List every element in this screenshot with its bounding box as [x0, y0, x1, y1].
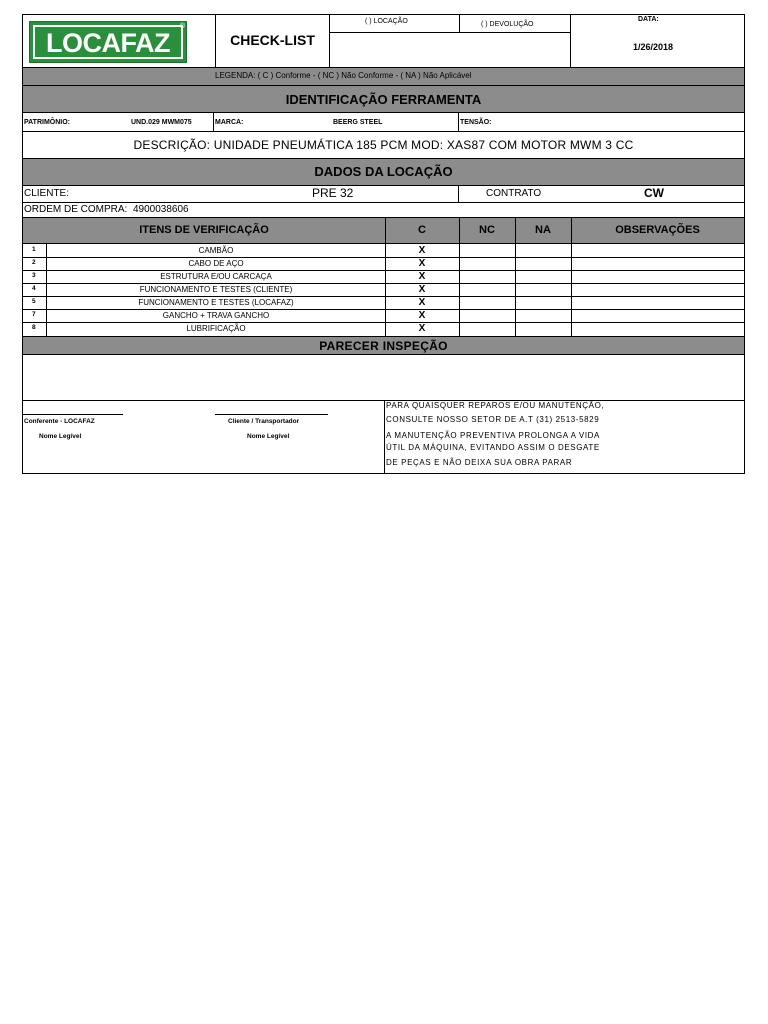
logo-text: LOCAFAZ: [46, 28, 170, 58]
row-check-c[interactable]: X: [418, 271, 426, 282]
col-header-nc: NC: [479, 224, 495, 236]
locacao-title: DADOS DA LOCAÇÃO: [314, 164, 453, 179]
row-item: CAMBÃO: [198, 246, 234, 255]
document-title: CHECK-LIST: [230, 32, 315, 48]
locacao-checkbox[interactable]: ( ) LOCAÇÃO: [365, 18, 408, 25]
contrato-value: CW: [644, 186, 664, 200]
patrimonio-label: PATRIMÔNIO:: [24, 119, 71, 126]
cliente-signature-label: Cliente / Transportador: [228, 418, 300, 425]
col-header-na: NA: [535, 224, 551, 236]
row-check-c[interactable]: X: [418, 323, 426, 334]
legend-bar: [23, 67, 744, 86]
conferente-name-label: Nome Legível: [39, 433, 82, 440]
notice-line: PARA QUAISQUER REPAROS E/OU MANUTENÇÃO,: [386, 401, 605, 410]
row-item: FUNCIONAMENTO E TESTES (LOCAFAZ): [138, 298, 294, 307]
row-check-c[interactable]: X: [418, 297, 426, 308]
contrato-label: CONTRATO: [486, 188, 542, 199]
notice-line: A MANUTENÇÃO PREVENTIVA PROLONGA A VIDA: [386, 431, 600, 440]
devolucao-checkbox[interactable]: ( ) DEVOLUÇÃO: [481, 21, 534, 28]
descricao-text: DESCRIÇÃO: UNIDADE PNEUMÁTICA 185 PCM MOD: XAS87 COM MOTOR MWM 3 CC: [133, 138, 634, 152]
row-item: GANCHO + TRAVA GANCHO: [162, 311, 270, 320]
row-item: ESTRUTURA E/OU CARCAÇA: [160, 272, 272, 281]
col-header-c: C: [418, 224, 426, 236]
row-number: 5: [32, 298, 36, 305]
date-label: DATA:: [638, 16, 659, 23]
parecer-bar: [23, 336, 744, 355]
parecer-title: PARECER INSPEÇÃO: [319, 339, 448, 353]
marca-label: MARCA:: [215, 119, 244, 126]
identificacao-bar: [23, 86, 744, 113]
col-header-itens: ITENS DE VERIFICAÇÃO: [139, 224, 269, 236]
marca-value: BEERG STEEL: [333, 119, 383, 126]
identificacao-title: IDENTIFICAÇÃO FERRAMENTA: [285, 92, 482, 107]
cliente-label: CLIENTE:: [24, 188, 70, 199]
legend-text: LEGENDA: ( C ) Conforme - ( NC ) Não Conforme - ( NA ) Não Aplicável: [215, 71, 472, 80]
row-number: 8: [32, 324, 36, 331]
row-number: 1: [32, 246, 36, 253]
row-check-c[interactable]: X: [418, 258, 426, 269]
patrimonio-value: UND.029 MWM075: [131, 119, 192, 126]
row-check-c[interactable]: X: [418, 245, 426, 256]
table-header: [23, 218, 744, 244]
tensao-label: TENSÃO:: [460, 119, 492, 126]
row-number: 3: [32, 272, 36, 279]
locafaz-logo: [29, 21, 187, 63]
row-check-c[interactable]: X: [418, 284, 426, 295]
row-item: CABO DE AÇO: [188, 259, 244, 268]
notice-line: DE PEÇAS E NÃO DEIXA SUA OBRA PARAR: [386, 458, 573, 467]
conferente-signature-label: Conferente - LOCAFAZ: [24, 418, 95, 425]
row-check-c[interactable]: X: [418, 310, 426, 321]
col-header-observacoes: OBSERVAÇÕES: [615, 224, 700, 236]
row-number: 2: [32, 259, 36, 266]
notice-line: CONSULTE NOSSO SETOR DE A.T (31) 2513-5829: [386, 415, 600, 424]
row-item: FUNCIONAMENTO E TESTES (CLIENTE): [139, 285, 293, 294]
registered-mark: ®: [179, 23, 185, 30]
locacao-bar: [23, 159, 744, 186]
cliente-value: PRE 32: [312, 186, 354, 200]
notice-line: ÚTIL DA MÁQUINA, EVITANDO ASSIM O DESGATE: [386, 443, 600, 452]
checklist-form: [22, 14, 745, 474]
parecer-textarea[interactable]: [23, 355, 744, 400]
cliente-name-label: Nome Legível: [247, 433, 290, 440]
ordem-value: 4900038606: [133, 204, 189, 215]
row-number: 4: [32, 285, 36, 292]
date-value: 1/26/2018: [633, 42, 674, 52]
row-item: LUBRIFICAÇÃO: [186, 324, 246, 333]
ordem-label: ORDEM DE COMPRA:: [24, 204, 128, 215]
row-number: 7: [32, 311, 36, 318]
